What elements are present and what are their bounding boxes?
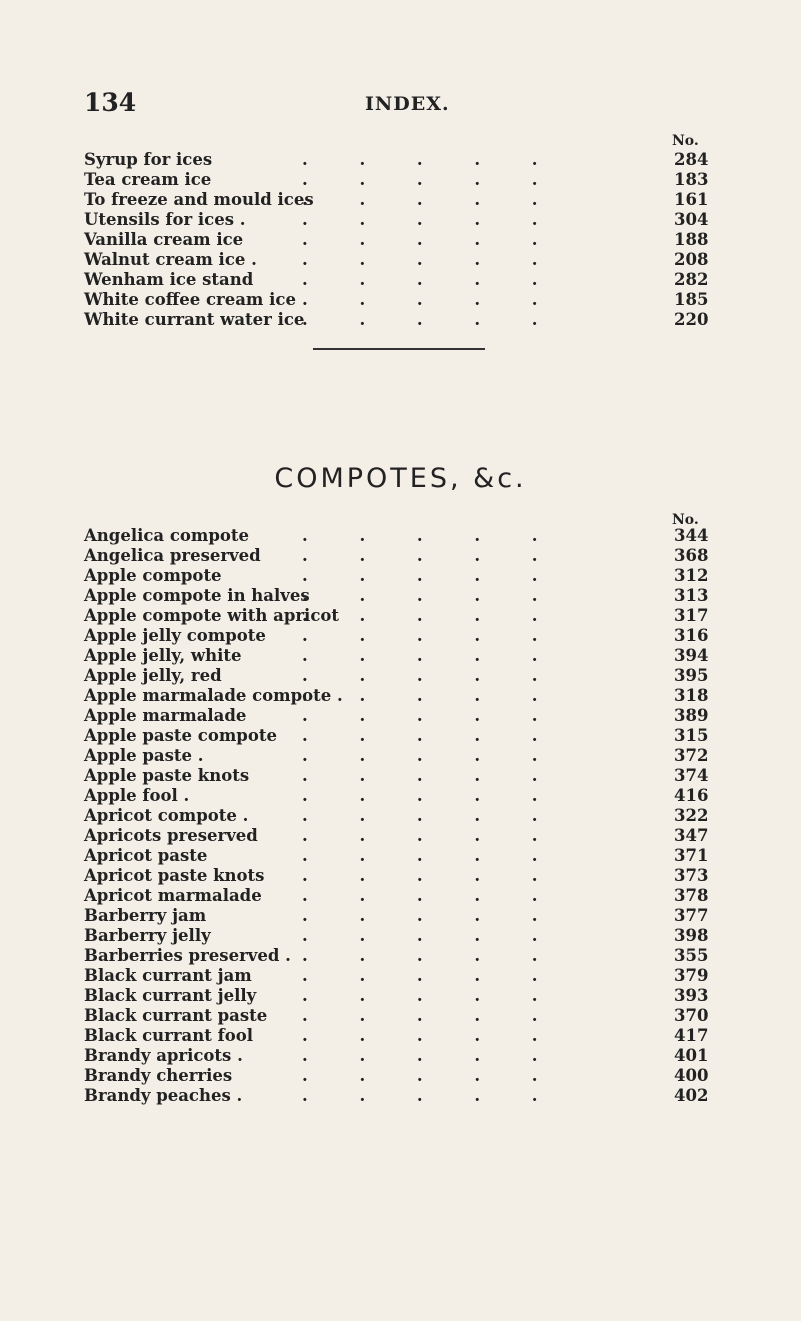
- dot-leader: . . . . .: [302, 150, 538, 169]
- dot-leader: . . . . .: [302, 170, 538, 189]
- entry-title: White coffee cream ice: [84, 290, 296, 309]
- index-entry: [84, 766, 724, 786]
- running-head: INDEX.: [365, 93, 450, 115]
- dot-leader: . . . . .: [302, 310, 538, 329]
- entry-title: Brandy apricots .: [84, 1046, 243, 1065]
- entry-number: 377: [674, 906, 709, 925]
- entry-number: 372: [674, 746, 709, 765]
- entry-title: Apricot paste knots: [84, 866, 265, 885]
- dot-leader: . . . . .: [302, 566, 538, 585]
- entry-title: Walnut cream ice .: [84, 250, 257, 269]
- entry-number: 284: [674, 150, 709, 169]
- entry-title: Angelica compote: [84, 526, 250, 545]
- index-entry: [84, 546, 724, 566]
- dot-leader: . . . . .: [302, 210, 538, 229]
- entry-title: Apple paste .: [84, 746, 204, 765]
- dot-leader: . . . . .: [302, 1046, 538, 1065]
- entry-title: Apple jelly, red: [84, 666, 222, 685]
- entry-title: Apple jelly, white: [84, 646, 242, 665]
- dot-leader: . . . . .: [302, 230, 538, 249]
- entry-number: 371: [674, 846, 709, 865]
- entry-title: Wenham ice stand: [84, 270, 254, 289]
- index-list-ices: [84, 150, 724, 330]
- entry-number: 379: [674, 966, 709, 985]
- entry-number: 185: [674, 290, 709, 309]
- entry-number: 315: [674, 726, 709, 745]
- entry-title: Barberry jelly: [84, 926, 211, 945]
- entry-title: Apple fool .: [84, 786, 190, 805]
- index-entry: [84, 746, 724, 766]
- index-entry: [84, 926, 724, 946]
- dot-leader: . . . . .: [302, 1026, 538, 1045]
- entry-number: 313: [674, 586, 709, 605]
- entry-number: 220: [674, 310, 709, 329]
- entry-number: 208: [674, 250, 709, 269]
- index-entry: [84, 886, 724, 906]
- index-entry: [84, 230, 724, 250]
- index-entry: [84, 666, 724, 686]
- dot-leader: . . . . .: [302, 726, 538, 745]
- index-entry: [84, 210, 724, 230]
- dot-leader: . . . . .: [302, 290, 538, 309]
- entry-title: Apricots preserved: [84, 826, 258, 845]
- entry-title: Apricot compote .: [84, 806, 249, 825]
- dot-leader: . . . . .: [302, 1086, 538, 1105]
- index-entry: [84, 526, 724, 546]
- dot-leader: . . . . .: [302, 526, 538, 545]
- entry-title: Brandy cherries: [84, 1066, 233, 1085]
- dot-leader: . . . . .: [302, 826, 538, 845]
- dot-leader: . . . . .: [302, 986, 538, 1005]
- entry-number: 318: [674, 686, 709, 705]
- entry-number: 417: [674, 1026, 709, 1045]
- dot-leader: . . . . .: [302, 886, 538, 905]
- entry-number: 378: [674, 886, 709, 905]
- entry-title: Black currant jelly: [84, 986, 257, 1005]
- index-entry: [84, 906, 724, 926]
- index-entry: [84, 966, 724, 986]
- entry-number: 398: [674, 926, 709, 945]
- index-entry: [84, 686, 724, 706]
- dot-leader: . . . . .: [302, 706, 538, 725]
- entry-number: 316: [674, 626, 709, 645]
- number-column-header: No.: [672, 512, 699, 528]
- index-entry: [84, 586, 724, 606]
- entry-number: 393: [674, 986, 709, 1005]
- entry-title: Utensils for ices .: [84, 210, 246, 229]
- entry-number: 368: [674, 546, 709, 565]
- index-entry: [84, 806, 724, 826]
- entry-title: Vanilla cream ice: [84, 230, 244, 249]
- index-entry: [84, 1086, 724, 1106]
- entry-number: 400: [674, 1066, 709, 1085]
- index-entry: [84, 646, 724, 666]
- index-entry: [84, 706, 724, 726]
- entry-number: 347: [674, 826, 709, 845]
- dot-leader: . . . . .: [302, 686, 538, 705]
- index-entry: [84, 866, 724, 886]
- entry-title: White currant water ice: [84, 310, 305, 329]
- dot-leader: . . . . .: [302, 626, 538, 645]
- entry-title: Tea cream ice: [84, 170, 212, 189]
- index-entry: [84, 150, 724, 170]
- dot-leader: . . . . .: [302, 786, 538, 805]
- entry-number: 355: [674, 946, 709, 965]
- entry-number: 322: [674, 806, 709, 825]
- entry-number: 373: [674, 866, 709, 885]
- entry-number: 161: [674, 190, 709, 209]
- entry-title: Apple jelly compote: [84, 626, 266, 645]
- dot-leader: . . . . .: [302, 666, 538, 685]
- index-entry: [84, 566, 724, 586]
- entry-title: Apple paste compote: [84, 726, 277, 745]
- dot-leader: . . . . .: [302, 586, 538, 605]
- dot-leader: . . . . .: [302, 806, 538, 825]
- index-entry: [84, 270, 724, 290]
- entry-title: Apple paste knots: [84, 766, 250, 785]
- dot-leader: . . . . .: [302, 270, 538, 289]
- dot-leader: . . . . .: [302, 546, 538, 565]
- entry-number: 183: [674, 170, 709, 189]
- index-entry: [84, 250, 724, 270]
- index-entry: [84, 190, 724, 210]
- dot-leader: . . . . .: [302, 1066, 538, 1085]
- entry-title: Black currant fool: [84, 1026, 253, 1045]
- dot-leader: . . . . .: [302, 906, 538, 925]
- dot-leader: . . . . .: [302, 1006, 538, 1025]
- entry-number: 304: [674, 210, 709, 229]
- index-entry: [84, 1026, 724, 1046]
- entry-number: 370: [674, 1006, 709, 1025]
- index-entry: [84, 846, 724, 866]
- entry-title: Apple marmalade compote .: [84, 686, 343, 705]
- dot-leader: . . . . .: [302, 846, 538, 865]
- index-entry: [84, 170, 724, 190]
- entry-title: Black currant jam: [84, 966, 252, 985]
- entry-title: Syrup for ices: [84, 150, 213, 169]
- entry-title: Apple compote: [84, 566, 222, 585]
- entry-title: Apricot marmalade: [84, 886, 262, 905]
- dot-leader: . . . . .: [302, 646, 538, 665]
- entry-number: 188: [674, 230, 709, 249]
- index-entry: [84, 726, 724, 746]
- index-entry: [84, 826, 724, 846]
- entry-number: 401: [674, 1046, 709, 1065]
- dot-leader: . . . . .: [302, 250, 538, 269]
- entry-number: 312: [674, 566, 709, 585]
- dot-leader: . . . . .: [302, 966, 538, 985]
- entry-title: Black currant paste: [84, 1006, 268, 1025]
- dot-leader: . . . . .: [302, 746, 538, 765]
- entry-title: Barberry jam: [84, 906, 207, 925]
- dot-leader: . . . . .: [302, 766, 538, 785]
- index-entry: [84, 986, 724, 1006]
- section-divider: [313, 348, 485, 350]
- index-entry: [84, 290, 724, 310]
- index-entry: [84, 786, 724, 806]
- entry-number: 394: [674, 646, 709, 665]
- index-entry: [84, 1066, 724, 1086]
- entry-title: Brandy peaches .: [84, 1086, 243, 1105]
- entry-title: To freeze and mould ices: [84, 190, 314, 209]
- entry-number: 416: [674, 786, 709, 805]
- entry-number: 317: [674, 606, 709, 625]
- dot-leader: . . . . .: [302, 866, 538, 885]
- dot-leader: . . . . .: [302, 946, 538, 965]
- page-number: 134: [84, 88, 137, 117]
- entry-title: Apple compote with apricot: [84, 606, 340, 625]
- dot-leader: . . . . .: [302, 190, 538, 209]
- dot-leader: . . . . .: [302, 606, 538, 625]
- index-entry: [84, 946, 724, 966]
- index-entry: [84, 310, 724, 330]
- index-entry: [84, 626, 724, 646]
- entry-number: 374: [674, 766, 709, 785]
- index-entry: [84, 606, 724, 626]
- entry-number: 402: [674, 1086, 709, 1105]
- index-entry: [84, 1046, 724, 1066]
- index-list-compotes: [84, 526, 724, 1106]
- number-column-header: No.: [672, 133, 699, 149]
- entry-number: 282: [674, 270, 709, 289]
- entry-title: Barberries preserved .: [84, 946, 291, 965]
- entry-number: 344: [674, 526, 709, 545]
- entry-title: Apricot paste: [84, 846, 208, 865]
- entry-number: 389: [674, 706, 709, 725]
- entry-number: 395: [674, 666, 709, 685]
- entry-title: Angelica preserved: [84, 546, 261, 565]
- index-entry: [84, 1006, 724, 1026]
- section-title: COMPOTES, &c.: [274, 463, 527, 494]
- entry-title: Apple marmalade: [84, 706, 247, 725]
- entry-title: Apple compote in halves: [84, 586, 310, 605]
- dot-leader: . . . . .: [302, 926, 538, 945]
